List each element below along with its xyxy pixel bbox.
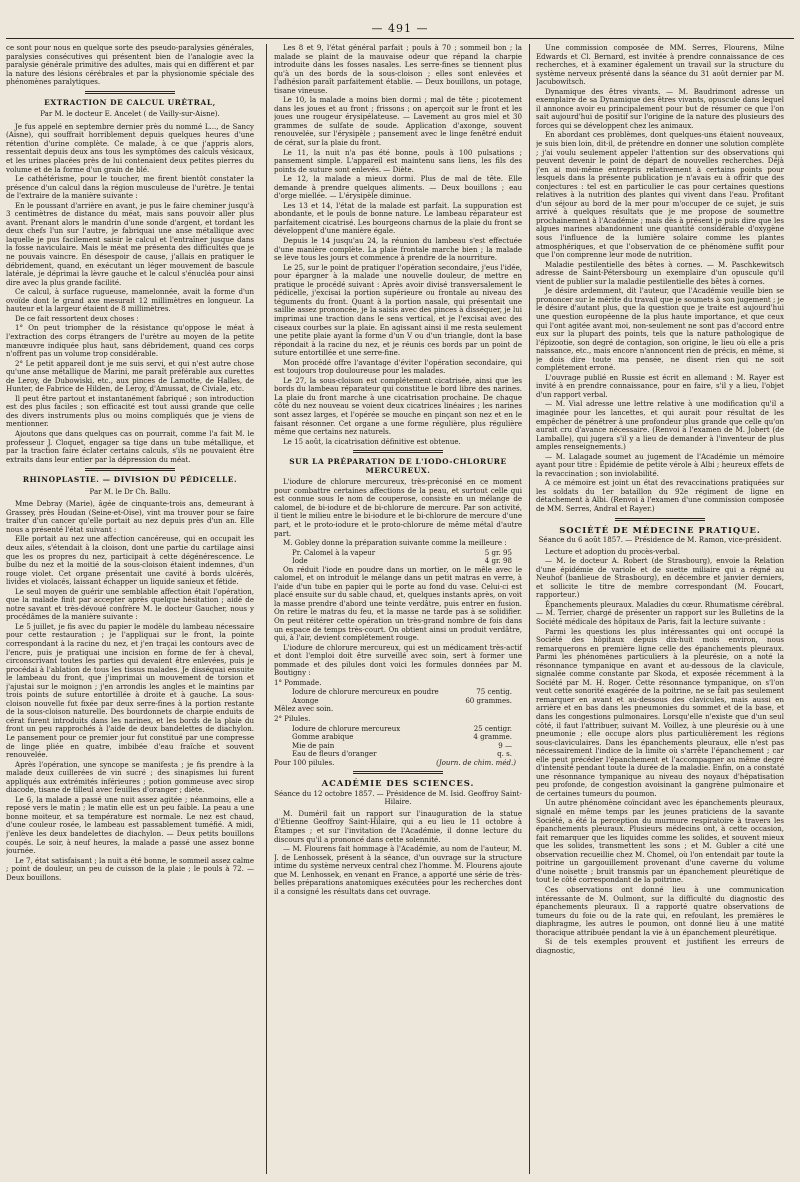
section-separator <box>615 518 705 521</box>
paragraph: Je fus appelé en septembre dernier près du nommé L..., de Sancy (Aisne), qui souffrait horriblement depuis quelques heures d'une rétention d'urine complète. Ce malade, à ce que j'appris alors, ressentait depuis deux ans tous les symptômes des calculs vésicaux, et les urines placées près de lui contenaient deux petites pierres du volume et de la forme d'un grain de blé. <box>6 121 254 174</box>
section-title-academie: ACADÉMIE DES SCIENCES. <box>321 778 475 789</box>
paragraph: Mme Debray (Marie), âgée de cinquante-trois ans, demeurant à Grassey, près Houdan (Seine-et-Oise), vint ma trouver pour se faire traiter d'un cancer qu'elle portait au nez depuis près d'un an. Elle nous a présenté l'état suivant : <box>6 499 254 534</box>
formula-row: Iodure de chlorure mercureux en poudre 75 centig. <box>292 687 512 697</box>
paragraph: Le cathétérisme, pour le toucher, me firent bientôt constater la présence d'un calcul dans la région musculeuse de l'urètre. Je tentai de l'extraire de la manière suivante : <box>6 174 254 201</box>
paragraph: L'ouvrage publié en Russie est écrit en allemand : M. Rayer est invité à en prendre connaissance, pour en faire, s'il y a lieu, l'objet d'un rapport verbal. <box>536 372 784 399</box>
article-author-calcul: Par M. le docteur E. Ancelet ( de Vailly-sur-Aisne). <box>40 109 220 119</box>
paragraph: Le 11, la nuit n'a pas été bonne, pouls à 100 pulsations ; pansement simple. L'appareil est maintenu sans liens, les fils des points de suture sont enlevés. — Diète. <box>274 147 522 174</box>
article-body-rhinoplastie-continued <box>274 44 522 446</box>
paragraph: Ajoutons que dans quelques cas on pourrait, comme l'a fait M. le professeur J. Cloquet, engager sa tige dans un tube métallique, et par la traction faire éclater certains calculs, s'ils ne pouvaient être extraits dans leur entier par la dépression du méat. <box>6 428 254 464</box>
paragraph: M. Duméril fait un rapport sur l'inauguration de la statue d'Étienne Geoffroy Saint-Hilaire, qui a eu lieu le 11 octobre à Étampes ; et sur l'invitation de l'Académie, il donne lecture du discours qu'il a prononcé dans cette solennité. <box>274 808 522 844</box>
paragraph: En le poussant d'arrière en avant, je pus le faire cheminer jusqu'à 3 centimètres de distance du méat, mais sans pouvoir aller plus avant. Prenant alors le mandrin d'une sonde d'argent, et tordant les deux chefs l'un sur l'autre, je fabriquai une anse métallique avec laquelle je pus facilement saisir le calcul et l'entraîner jusque dans la fosse naviculaire. Mais le méat me présenta des difficultés que je ne pouvais vaincre. En désespoir de cause, j'allais en pratiquer le débridement, quand, en exécutant un léger mouvement de bascule latérale, je déprimai la lèvre gauche et le calcul s'énucléa pour ainsi dire avec la plus grande facilité. <box>6 200 254 287</box>
paragraph: Le 7, état satisfaisant ; la nuit a été bonne, le sommeil assez calme ; point de douleur, un peu de cuisson de la plaie ; le pouls à 72. — Deux bouillons. <box>6 855 254 882</box>
pommade-label: 1° Pommade. <box>274 677 322 687</box>
paragraph: Ce calcul, à surface rugueuse, mamelonnée, avait la forme d'un ovoïde dont le grand axe mesurait 12 millimètres en longueur. La hauteur et la largeur étaient de 8 millimètres. <box>6 287 254 314</box>
paragraph: 1° On peut triompher de la résistance qu'oppose le méat à l'extraction des corps étrangers de l'urètre au moyen de la petite manœuvre indiquée plus haut, sans débridement, quand ces corps n'offrent pas un volume trop considérable. <box>6 323 254 359</box>
paragraph: Lecture et adoption du procès-verbal. <box>545 546 681 556</box>
formula-row: Axonge 60 grammes. <box>292 695 512 705</box>
paragraph: 2° Le petit appareil dont je me suis servi, et qui n'est autre chose qu'une anse métallique de Marini, me paraît préférable aux curettes de Leroy, de Dubowiski, etc., aux pinces de Lamotte, de Halles, de Hunter, de Fabrice de Hilden, de Leroy, d'Amussat, de Civiale, etc. <box>6 358 254 394</box>
column-divider <box>529 44 530 1174</box>
paragraph: Les 13 et 14, l'état de la malade est parfait. La suppuration est abondante, et le pouls de bonne nature. Le lambeau réparateur est parfaitement cicatrisé. Les bourgeons charnus de la plaie du front se développent d'une manière égale. <box>274 200 522 236</box>
header-rule <box>6 38 794 39</box>
paragraph: Dynamique des êtres vivants. — M. Baudrimont adresse un exemplaire de sa Dynamique des êtres vivants, opuscule dans lequel il annonce avoir eu principalement pour but de résumer ce que l'on sait aujourd'hui de positif sur l'origine de la nature des plusieurs des forces qui se développent chez les animaux. <box>536 86 784 130</box>
paragraph: — M. Flourens fait hommage à l'Académie, au nom de l'auteur, M. J. de Lenhossek, présent à la séance, d'un ouvrage sur la structure intime du système nerveux central chez l'homme. M. Flourens ajoute que M. Lenhossek, en venant en France, a apporté une série de très-belles préparations anatomiques exécutées pour les recherches dont il a consigné les résultats dans cet ouvrage. <box>274 844 522 896</box>
formula-row: Iodure de chlorure mercureux 25 centigr. <box>292 723 512 733</box>
paragraph: A ce mémoire est joint un état des revaccinations pratiquées sur les soldats du 1er bataillon du 92e régiment de ligne en détachement à Albi. (Renvoi à l'examen d'une commission composée de MM. Serres, Andral et Rayer.) <box>536 478 784 513</box>
paragraph: — M. le docteur A. Robert (de Strasbourg), envoie la Relation d'une épidémie de variole et de suette miliaire qui a régné au Neuhof (banlieue de Strasbourg), en décembre et janvier derniers, et sollicite le titre de membre correspondant (M. Foucart, rapporteur.) <box>536 556 784 600</box>
formula-row: Iode 4 gr. 98 <box>292 556 512 566</box>
formula-row: Mie de pain 9 — <box>292 740 512 750</box>
paragraph: Le 10, la malade a moins bien dormi ; mal de tête ; picotement dans les joues et au front ; frissons ; on aperçoit sur le front et les joues une rougeur érysipélateuse. — Lavement au gros miel et 30 grammes de sulfate de soude. Application d'axonge, souvent renouvelée, sur l'érysipèle ; pansement avec le linge fenêtré enduit de cérat, sur la plaie du front. <box>274 95 522 148</box>
paragraph: Épanchements pleuraux. Maladies du cœur. Rhumatisme cérébral. — M. Terrier, chargé de présenter un rapport sur les Bulletins de la Société médicale des hôpitaux de Paris, fait la lecture suivante : <box>536 599 784 626</box>
paragraph: Depuis le 14 jusqu'au 24, la réunion du lambeau s'est effectuée d'une manière complète. La plaie frontale marche bien ; la malade se lève tous les jours et commence à prendre de la nourriture. <box>274 236 522 263</box>
paragraph: Le 15 août, la cicatrisation définitive est obtenue. <box>283 436 461 446</box>
section-separator <box>353 771 443 774</box>
article-title-calcul: EXTRACTION DE CALCUL URÉTRAL, <box>44 97 216 107</box>
article-body-calcul <box>6 123 254 464</box>
paragraph: L'iodure de chlorure mercureux, très-préconisé en ce moment pour combattre certaines affections de la peau, et surtout celle qui est connue sous le nom de couperose, consiste en un mélange de calomel, de bi-iodure et de bi-chlorure de mercure. Par son activité, il tient le milieu entre le bi-iodure et le bi-chlorure de mercure d'une part, et le proto-iodure et le proto-chlorure de même métal d'autre part. <box>274 477 522 538</box>
formula-footer <box>274 759 522 768</box>
paragraph: Mon procédé offre l'avantage d'éviter l'opération secondaire, qui est toujours trop douloureuse pour les malades. <box>274 357 522 376</box>
column-right <box>536 44 784 1174</box>
paragraph: Je désire ardemment, dit l'auteur, que l'Académie veuille bien se prononcer sur le mérite du travail que je soumets à son jugement ; je le désire d'autant plus, que la question que je traite est aujourd'hui une question européenne de la plus haute importance, et que ceux qui l'ont agitée avant moi, non-seulement ne sont pas d'accord entre eux sur la plupart des points, tels que la nature pathologique de l'épizootie, son degré de contagion, son origine, le lieu où elle a pris naissance, etc., mais encore n'annoncent rien de précis, en même, si je dois dire toute ma pensée, ne disent rien qui ne soit complétement erroné. <box>536 286 784 373</box>
paragraph: Si de tels exemples prouvent et justifient les erreurs de diagnostic, <box>536 937 784 955</box>
paragraph: Maladie pestilentielle des bêtes à cornes. — M. Paschkewitsch adresse de Saint-Pétersbourg un exemplaire d'un opuscule qu'il vient de publier sur la maladie pestilentielle des bêtes à cornes. <box>536 259 784 286</box>
paragraph: Le 6, la malade a passé une nuit assez agitée ; néanmoins, elle a reposé vers le matin ; le matin elle est un peu faible. La peau a une bonne moiteur, et sa température est normale. Le nez est chaud, d'une couleur rosée, le lambeau est passablement tuméfié. A midi, j'enlève les deux bandelettes de diachylon. — Deux petits bouillons coupés. Le soir, à neuf heures, la malade a passé une assez bonne journée. <box>6 794 254 856</box>
paragraph: Il peut être partout et instantanément fabriqué ; son introduction est des plus faciles ; son efficacité est tout aussi grande que celle des divers instruments plus ou moins compliqués que je viens de mentionner. <box>6 393 254 429</box>
paragraph: — M. Vial adresse une lettre relative à une modification qu'il a imaginée pour les lancettes, et qui aurait pour résultat de les empêcher de pénétrer à une profondeur plus grande que celle qu'on aurait cru d'avance nécessaire. (Renvoi à l'examen de M. Jobert (de Lamballe), qui jugera s'il y a lieu de demander à l'inventeur de plus amples renseignements.) <box>536 399 784 452</box>
paragraph: Après l'opération, une syncope se manifesta ; je fis prendre à la malade deux cuillerées de vin sucré ; des sinapismes lui furent appliqués aux extrémités inférieures ; potion gommeuse avec sirop diacode, tisane de tilleul avec feuilles d'oranger ; diète. <box>6 759 254 795</box>
paragraph: Le 12, la malade a mieux dormi. Plus de mal de tête. Elle demande à prendre quelques aliments. — Deux bouillons ; eau d'orge miellée. — L'érysipèle diminue. <box>274 174 522 201</box>
intro-paragraph: ce sont pour nous en quelque sorte des pseudo-paralysies générales, paralysies consécutives qui présentent bien de l'analogie avec la paralysie générale primitive des adultes, mais qui en diffèrent et par la nature des lésions cérébrales et par la physionomie spéciale des phénomènes paralytiques. <box>6 44 254 87</box>
paragraph: Le 25, sur le point de pratiquer l'opération secondaire, j'eus l'idée, pour épargner à la malade une nouvelle douleur, de mettre en pratique le procédé suivant : Après avoir divisé transversalement le pédicelle, j'excisai la portion supérieure ou frontale au niveau des téguments du front. Quant à la portion nasale, qui présentait une saillie assez prononcée, je la saisis avec des pinces à disséquer, je lui imprimai une traction dans le sens vertical, et je l'excisai avec des ciseaux courbes sur la plaie. En agissant ainsi il me resta seulement une petite plaie ayant la forme d'un V ou d'un triangle, dont la base répondait à la racine du nez, et je réunis ces bords par un point de suture entortillée et une serre-fine. <box>274 262 522 358</box>
section-separator <box>353 450 443 453</box>
melez-instruction: Mêlez avec soin. <box>274 704 334 714</box>
article-body-rhinoplastie <box>6 500 254 882</box>
paragraph: Le 27, la sous-cloison est complétement cicatrisée, ainsi que les bords du lambeau réparateur qui constitue le bord libre des narines. La plaie du front marche à une cicatrisation prochaine. De chaque côté du nez nouveau se voient deux cicatrices linéaires ; les narines sont assez larges, et l'opérée se mouche en pinçant son nez et en le faisant résonner. Cet organe a une forme régulière, plus régulière même que certains nez naturels. <box>274 375 522 437</box>
article-title-rhinoplastie: RHINOPLASTIE. — DIVISION DU PÉDICELLE. <box>22 475 238 485</box>
section-separator <box>85 468 175 471</box>
paragraph: Le seul moyen de guérir une semblable affection était l'opération, que la malade finit par accepter après quelque hésitation ; aidé de notre savant et très-dévoué confrère M. le docteur Gaucher, nous y procédâmes de la manière suivante : <box>6 586 254 622</box>
paragraph: Elle portait au nez une affection cancéreuse, qui en occupait les deux ailes, s'étendait à la cloison, dont une partie du cartilage ainsi que les os propres du nez, participait à cette dégénérescence. Le bulbe du nez et la moitié de la sous-cloison étaient indemnes, d'un rouge violet. Cet organe présentait une cavité à bords ulcérés, livides et violacés, laissant échapper un liquide sanieux et fétide. <box>6 534 254 587</box>
formula-list <box>274 549 522 566</box>
paragraph: Une commission composée de MM. Serres, Flourens, Milne Edwards et Cl. Bernard, est invitée à prendre connaissance de ces recherches, et à examiner également un travail sur la structure du système nerveux présenté dans la séance du 31 août dernier par M. Jacubowitsch. <box>536 44 784 87</box>
paragraph: Le 5 juillet, je fis avec du papier le modèle du lambeau nécessaire pour cette restauration ; je l'appliquai sur le front, la pointe correspondant à la racine du nez, et j'en traçai les contours avec de l'encre, puis je pratiquai une incision en forme de fer à cheval, circonscrivant toutes les parties qui devaient être enlevées, puis je procédai à l'ablation de tous les tissus malades. Je disséquai ensuite le lambeau du front, que j'imprimai un mouvement de torsion et j'ajustai sur le moignon ; j'en arrondis les angles et le maintins par trois points de suture entortillée à droite et à gauche. La sous-cloison nouvelle fut fixée par deux serre-fines à la portion restante de la sous-cloison naturelle. Des bourdonnets de charpie enduits de cérat furent introduits dans les narines, et les bords de la plaie du front un peu rapprochés à l'aide de deux bandelettes de diachylon. Le pansement pour ce premier jour fut constitué par une compresse de linge pliée en quatre, imbibée d'eau fraîche et souvent renouvelée. <box>6 621 254 760</box>
paragraph: — M. Lalagade soumet au jugement de l'Académie un mémoire ayant pour titre : Épidémie de petite vérole à Albi ; heureux effets de la revaccination ; son inviolabilité. <box>536 451 784 478</box>
academie-session: Séance du 12 octobre 1857. — Présidence de M. Isid. Geoffroy Saint-Hilaire. <box>274 788 522 807</box>
pilules-label: 2° Pilules. <box>274 714 311 724</box>
article-title-iodo-chlorure: SUR LA PRÉPARATION DE L'IODO-CHLORURE MERCUREUX. <box>289 457 507 475</box>
page-number: — 491 — <box>371 22 429 35</box>
paragraph: Les 8 et 9, l'état général parfait ; pouls à 70 ; sommeil bon ; la malade se plaint de la mauvaise odeur que répand la charpie introduite dans les fosses nasales. Les serre-fines se tiennent plus qu'à un des bords de la sous-cloison ; elles sont enlevées et l'adhésion paraît parfaitement établie. — Deux bouillons, un potage, tisane vineuse. <box>274 44 522 95</box>
formula-row: Pr. Calomel à la vapeur 5 gr. 95 <box>292 547 512 557</box>
formula-list <box>274 725 522 759</box>
paragraph: De ce fait ressortent deux choses : <box>15 313 139 323</box>
column-left <box>6 44 254 1174</box>
formula-row: Eau de fleurs d'oranger q. s. <box>292 749 512 759</box>
paragraph: Parmi les questions les plus intéressantes qui ont occupé la Société des hôpitaux depuis dix-huit mois environ, nous remarquerons en première ligne celle des épanchements pleuraux. Parmi les phénomènes particuliers à la pleurésie, on a noté la résonnance tympanique en avant et au-dessous de la clavicule, signalée comme constante par Skoda, et exposée récemment à la Société par M. H. Roger. Cette résonnance tympanique, on s'l'on veut cette sonorité exagérée de la poitrine, ne se fait pas seulement remarquer en avant et au-dessous des clavicules, mais aussi en arrière et en bas dans les pneumonies du sommet et de la base, et dans les congestions pulmonaires. Lorsqu'elle n'existe que d'un seul côté, il faut l'attribuer, suivant M. Voillez, à une pleurésie ou à une pneumonie ; elle occupe alors plus particulièrement les régions sous-claviculaires. Dans les épanchements pleuraux, elle n'est pas nécessairement l'indice de la limite où s'arrête l'épanchement ; car elle peut précéder l'épanchement et l'accompagner au même degré d'intensité pendant toute la durée de la maladie. Enfin, on a constaté une résonnance tympanique au niveau des noyaux d'hépatisation peu profonde, de congestion avoisinant la gangrène pulmonaire et de certaines tumeurs du poumon. <box>536 626 784 798</box>
pilules-count: Pour 100 pilules. <box>274 757 335 767</box>
paragraph: Ces observations ont donné lieu à une communication intéressante de M. Oulmont, sur la difficulté du diagnostic des épanchements pleuraux. Il a rapporté quatre observations de tumeurs du foie ou de la rate qui, en refoulant, les premières le diaphragme, les autres le poumon, ont donné lieu à une matité thoracique attribuée pendant la vie à un épanchement pleurétique. <box>536 884 784 937</box>
paragraph: M. Gobley donne la préparation suivante comme la meilleure : <box>283 538 507 548</box>
column-middle <box>274 44 522 1174</box>
journal-reference: (Journ. de chim. méd.) <box>436 757 516 767</box>
paragraph: L'iodure de chlorure mercureux, qui est un médicament très-actif et dont l'emploi doit être surveillé avec soin, sert à former une pommade et des pilules dont voici les formules données par M. Boutigny : <box>274 642 522 678</box>
formula-list <box>274 688 522 705</box>
societe-session: Séance du 6 août 1857. — Présidence de M. Ramon, vice-président. <box>538 535 782 545</box>
column-divider <box>266 44 267 1174</box>
paragraph: On réduit l'iode en poudre dans un mortier, on le mêle avec le calomel, et on introduit le mélange dans un petit matras en verre, à l'aide d'un tube en papier qui le porte au fond du vase. Celui-ci est placé ensuite sur du sable chaud, et, quelques instants après, on voit la masse prendre d'abord une teinte verdâtre, puis entrer en fusion. On retire le matras du feu, et la masse ne tarde pas à se solidifier. On peut réitérer cette opération un très-grand nombre de fois dans un espace de temps très-court. On obtient ainsi un produit verdâtre, qui, à l'air, devient complétement rouge. <box>274 564 522 643</box>
paragraph: Un autre phénomène coïncidant avec les épanchements pleuraux, signalé en même temps par les jeunes praticiens de la savante Société, a été la perception du murmure respiratoire à travers les épanchements pleuraux. Plusieurs médecins ont, à cette occasion, fait remarquer que les liquides comme les solides, et souvent mieux que les solides, transmettent les sons ; et M. Gubler a cité une observation recueillie chez M. Chomel, où l'on entendait par toute la poitrine un gargouillement provenant d'une caverne du volume d'une noisette ; bruit transmis par un épanchement pleurétique de tout le côté correspondant de la poitrine. <box>536 798 784 885</box>
section-title-societe: SOCIÉTÉ DE MÉDECINE PRATIQUE. <box>559 524 761 535</box>
formula-row: Gomme arabique 4 gramme. <box>292 732 512 742</box>
section-separator <box>85 91 175 94</box>
article-author-rhinoplastie: Par M. le Dr Ch. Ballu. <box>89 486 171 496</box>
paragraph: En abordant ces problèmes, dont quelques-uns étaient nouveaux, je suis bien loin, dit-il, de prétendre en donner une solution complète ; j'ai voulu seulement appeler l'attention sur des observations qui peuvent devenir le point de départ de nouvelles recherches. Déjà j'en ai moi-même entrepris relativement à certains points pour lesquels dans la présente publication je n'avais eu à offrir que des conjectures : tel est en particulier le cas pour certaines questions relatives à la nutrition des plantes qui vivent dans l'eau. Profitant d'un séjour au bord de la mer pour m'occuper de ce sujet, je suis arrivé à quelques résultats que je me propose de soumettre prochainement à l'Académie ; mais dès à présent je puis dire que les algues marines abandonnent une quantité considérable d'oxygène sous l'influence de la lumière solaire comme les plantes atmosphériques, et que l'observation de ce phénomène suffit pour que l'on comprenne leur mode de nutrition. <box>536 130 784 260</box>
